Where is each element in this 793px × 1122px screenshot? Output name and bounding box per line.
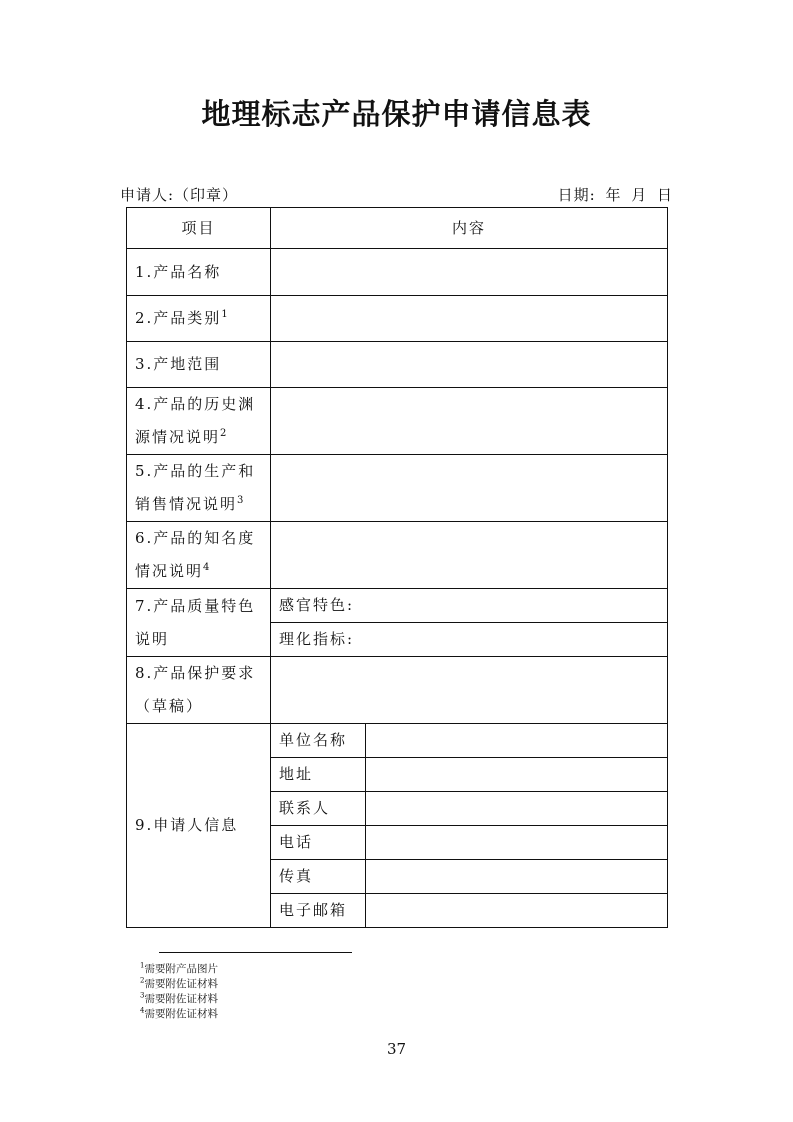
footnote-item: $^1$需要附产品图片: [140, 961, 218, 975]
row-label-applicant-info: 9.申请人信息: [127, 724, 271, 928]
applicant-label: 申请人:（印章）: [120, 186, 239, 204]
footnote-ref: 4: [203, 562, 210, 573]
production-sales-field[interactable]: [271, 455, 668, 522]
row-label-production-sales: 5.产品的生产和销售情况说明$^3$: [127, 455, 271, 522]
history-field[interactable]: [271, 388, 668, 455]
address-field[interactable]: [366, 758, 668, 792]
product-name-field[interactable]: [271, 249, 668, 296]
reputation-field[interactable]: [271, 522, 668, 589]
row-label-product-name: 1.产品名称: [127, 249, 271, 296]
page-title: 地理标志产品保护申请信息表: [201, 97, 592, 131]
footnotes: [140, 962, 218, 1022]
field-label-email: 电子邮箱: [271, 894, 366, 928]
field-label-address: 地址: [271, 758, 366, 792]
fax-field[interactable]: [366, 860, 668, 894]
footnote-ref: 2: [220, 428, 227, 439]
field-label-fax: 传真: [271, 860, 366, 894]
physicochemical-field[interactable]: 理化指标:: [271, 623, 668, 657]
contact-field[interactable]: [366, 792, 668, 826]
footnote-item: $^3$需要附佐证材料: [140, 991, 218, 1005]
application-info-table: [126, 207, 668, 928]
sensory-features-field[interactable]: 感官特色:: [271, 589, 668, 623]
row-label-history: 4.产品的历史渊源情况说明$^2$: [127, 388, 271, 455]
row-label-protection-requirements: 8.产品保护要求（草稿）: [127, 657, 271, 724]
field-label-contact: 联系人: [271, 792, 366, 826]
protection-requirements-field[interactable]: [271, 657, 668, 724]
header-item: 项目: [127, 208, 271, 249]
footnote-ref: 3: [237, 495, 244, 506]
row-label-reputation: 6.产品的知名度情况说明$^4$: [127, 522, 271, 589]
date-label: 日期: 年 月 日: [557, 186, 673, 204]
row-label-product-category: 2.产品类别$^1$: [127, 296, 271, 342]
organization-field[interactable]: [366, 724, 668, 758]
footnote-divider: [159, 952, 352, 953]
table-row: [127, 657, 668, 724]
table-header-row: [127, 208, 668, 249]
table-row: [127, 522, 668, 589]
table-row: [127, 296, 668, 342]
row-label-quality: 7.产品质量特色说明: [127, 589, 271, 657]
table-row: [127, 724, 668, 758]
field-label-phone: 电话: [271, 826, 366, 860]
origin-area-field[interactable]: [271, 342, 668, 388]
table-row: [127, 249, 668, 296]
header-content: 内容: [271, 208, 668, 249]
table-row: [127, 388, 668, 455]
page-number: 37: [386, 1040, 407, 1058]
footnote-item: $^2$需要附佐证材料: [140, 976, 218, 990]
product-category-field[interactable]: [271, 296, 668, 342]
table-row: [127, 455, 668, 522]
footnote-ref: 1: [221, 309, 228, 320]
table-row: [127, 342, 668, 388]
footnote-item: $^4$需要附佐证材料: [140, 1006, 218, 1020]
email-field[interactable]: [366, 894, 668, 928]
row-label-origin-area: 3.产地范围: [127, 342, 271, 388]
field-label-organization: 单位名称: [271, 724, 366, 758]
table-row: [127, 589, 668, 623]
phone-field[interactable]: [366, 826, 668, 860]
